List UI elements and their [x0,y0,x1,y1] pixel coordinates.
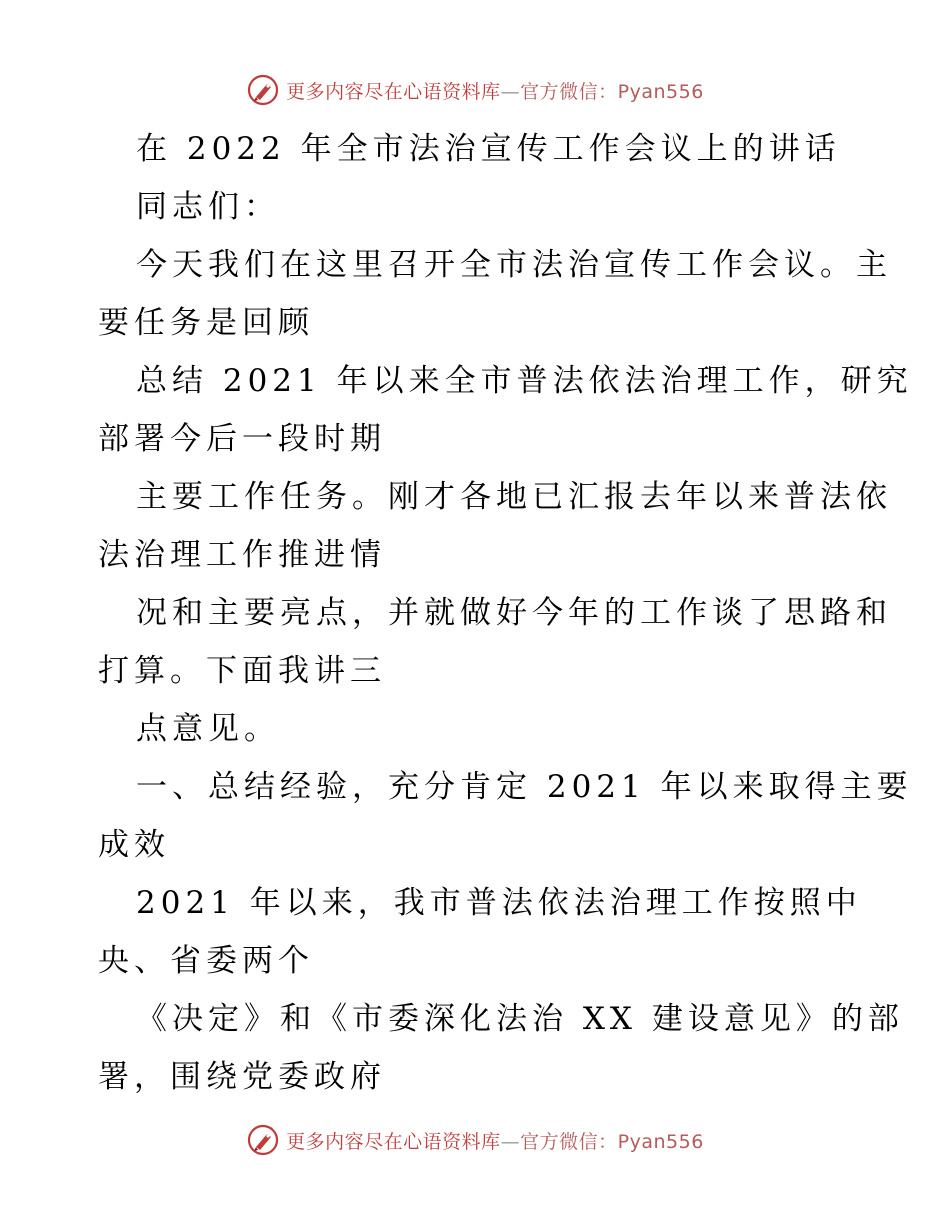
paragraph-line: 法治理工作推进情 [98,537,386,573]
footer-banner [0,1120,950,1160]
banner-site-text: 更多内容尽在心语资料库 [286,1130,501,1153]
section-heading: 一、总结经验，充分肯定 2021 年以来取得主要 [136,769,913,805]
paragraph-line: 况和主要亮点，并就做好今年的工作谈了思路和 [136,595,892,631]
section-heading: 成效 [98,827,170,863]
banner-site-text: 更多内容尽在心语资料库 [286,80,501,103]
header-banner [0,70,950,110]
salutation: 同志们： [136,189,280,225]
paragraph-line: 部署今后一段时期 [98,421,386,457]
banner-wechat-text: 官方微信：Pyan556 [520,80,704,103]
paragraph-line: 主要工作任务。刚才各地已汇报去年以来普法依 [136,479,892,515]
banner-separator: — [500,1130,521,1153]
paragraph-line: 今天我们在这里召开全市法治宣传工作会议。主 [136,247,892,283]
banner-wechat-text: 官方微信：Pyan556 [520,1130,704,1153]
paragraph-line: 《决定》和《市委深化法治 XX 建设意见》的部 [136,1001,904,1037]
banner-text [286,77,704,104]
banner-text [286,1127,704,1154]
paragraph-line: 要任务是回顾 [98,305,314,341]
pen-nib-logo-icon [246,73,280,107]
paragraph-line: 点意见。 [136,711,280,747]
banner-separator: — [500,80,521,103]
document-title: 在 2022 年全市法治宣传工作会议上的讲话 [136,131,841,167]
pen-nib-logo-icon [246,1123,280,1157]
paragraph-line: 署，围绕党委政府 [98,1059,386,1095]
paragraph-line: 打算。下面我讲三 [98,653,386,689]
paragraph-line: 2021 年以来，我市普法依法治理工作按照中 [136,885,862,921]
paragraph-line: 总结 2021 年以来全市普法依法治理工作，研究 [136,363,913,399]
paragraph-line: 央、省委两个 [98,943,314,979]
